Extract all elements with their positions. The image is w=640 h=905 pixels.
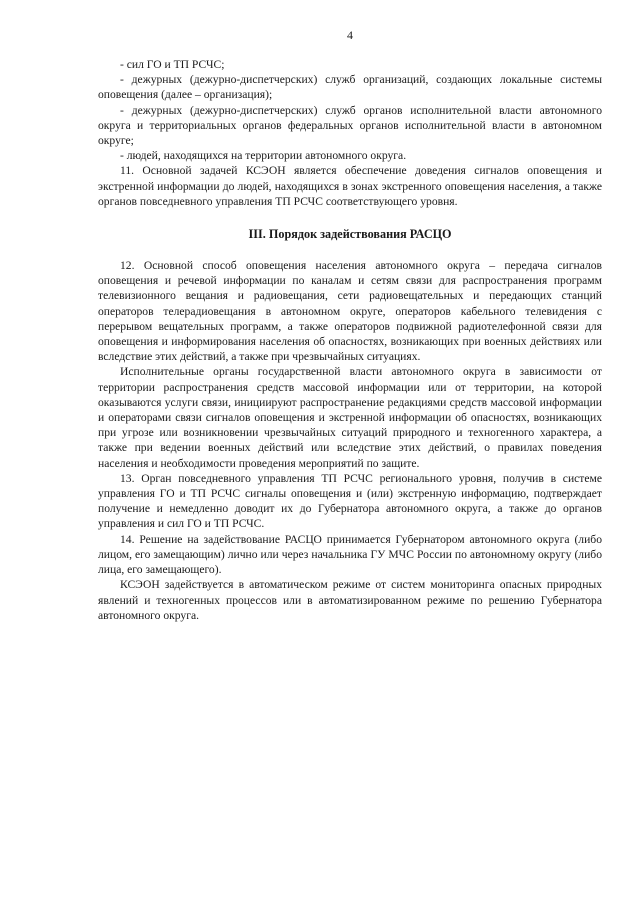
page-number: 4 [347,28,353,42]
section-heading: III. Порядок задействования РАСЦО [248,227,452,242]
paragraph-12: 12. Основной способ оповещения населения автономного округа – передача сигналов оповещения и речевой информации по каналам и сетям связи для распространения программ телевизионного вещания и радиовещания, сети радиовещательных и передающих станций операторов телерадиовещания в автономном округе, операторов кабельного телевидения с перерывом вещательных программ, а также операторов подвижной радиотелефонной связи для оповещения и информирования населения об опасностях, возникающих при военных действиях или вследствие этих действий, а также при чрезвычайных ситуациях. [98,259,602,364]
paragraph-11: 11. Основной задачей КСЭОН является обеспечение доведения сигналов оповещения и экстренной информации до людей, находящихся в зонах экстренного оповещения населения, а также органов повседневного управления ТП РСЧС соответствующего уровня. [98,164,602,208]
paragraph-14-continued: КСЭОН задействуется в автоматическом режиме от систем мониторинга опасных природных явлений и техногенных процессов или в автоматизированном режиме по решению Губернатора автономного округа. [98,578,602,622]
paragraph-13: 13. Орган повседневного управления ТП РСЧС регионального уровня, получив в системе управления ГО и ТП РСЧС сигналы оповещения и (или) экстренную информацию, подтверждает получение и немедленно доводит их до Губернатора автономного округа, а также до органов управления и сил ГО и ТП РСЧС. [98,471,602,531]
list-item: - дежурных (дежурно-диспетчерских) служб организаций, создающих локальные системы оповещения (далее – организация); [98,73,602,102]
paragraph-14: 14. Решение на задействование РАСЦО принимается Губернатором автономного округа (либо лицом, его замещающим) лично или через начальника ГУ МЧС России по автономному округу (либо лица, его замещающего). [98,532,602,577]
paragraph-12-continued: Исполнительные органы государственной власти автономного округа в зависимости от территории распространения средств массовой информации или от территории, на которой оказываются услуги связи, инициируют распространение редакциями средств массовой информации и операторами связи сигналов оповещения и экстренной информации об опасностях, возникающих при угрозе или возникновении чрезвычайных ситуаций природного и техногенного характера, а также при ведении военных действий или вследствие этих действий, о правилах поведения населения и необходимости проведения мероприятий по защите. [98,365,602,470]
list-item: - дежурных (дежурно-диспетчерских) служб органов исполнительной власти автономного округа и территориальных органов федеральных органов исполнительной власти в автономном округе; [98,103,602,148]
list-item: - людей, находящихся на территории автономного округа. [120,149,407,163]
list-item: - сил ГО и ТП РСЧС; [120,58,225,71]
